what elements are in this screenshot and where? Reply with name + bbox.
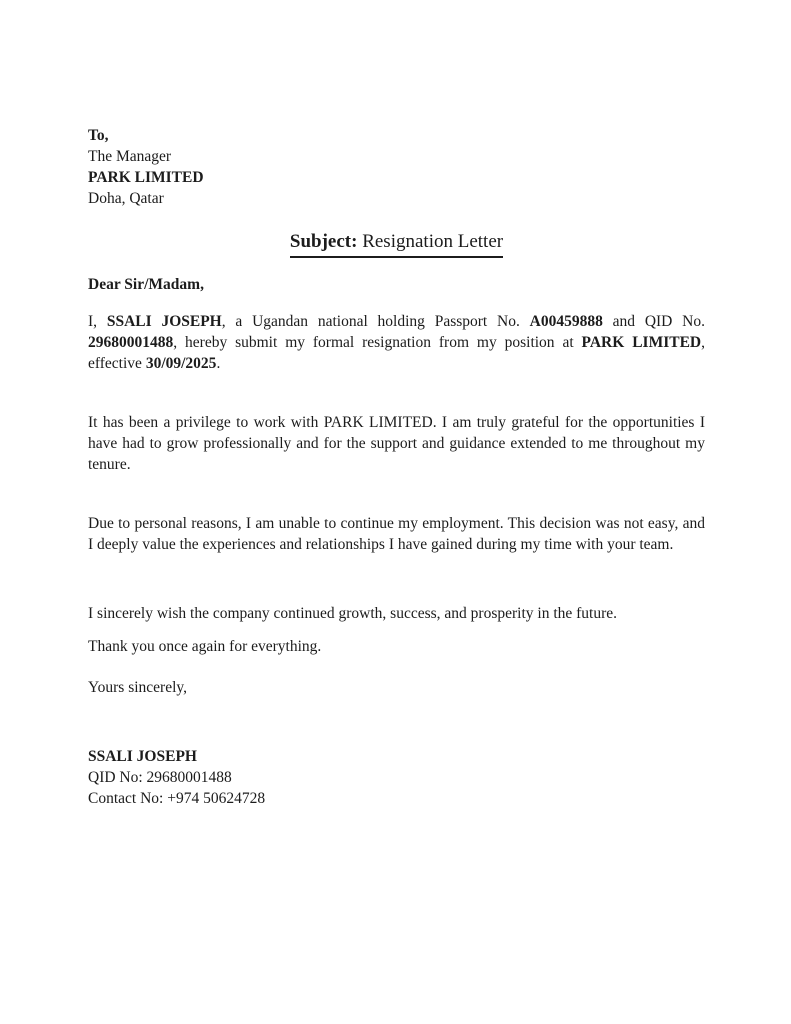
recipient-name: The Manager	[88, 148, 172, 165]
recipient-location: Doha, Qatar	[88, 190, 164, 207]
closing-valediction: Yours sincerely,	[88, 679, 188, 696]
subject-line	[88, 229, 705, 258]
paragraph-gratitude: It has been a privilege to work with PARK LIMITED. I am truly grateful for the opportunities I have had to grow professionally and for the support and guidance extended to me throughout my tenure.	[88, 414, 705, 473]
subject-label: Subject:	[289, 231, 358, 252]
paragraph-well-wishes: I sincerely wish the company continued growth, success, and prosperity in the future.	[88, 605, 618, 622]
recipient-company: PARK LIMITED	[88, 169, 204, 186]
signature-block	[88, 746, 705, 809]
paragraph-reason: Due to personal reasons, I am unable to continue my employment. This decision was not easy, and I deeply value the experiences and relationships I have gained during my time with your team.	[88, 515, 705, 553]
recipient-block	[88, 125, 705, 209]
paragraph-thanks: Thank you once again for everything.	[88, 638, 322, 655]
signature-contact: Contact No: +974 50624728	[88, 790, 266, 807]
subject-title: Resignation Letter	[362, 231, 504, 252]
signature-name: SSALI JOSEPH	[88, 748, 197, 765]
paragraph-resignation-statement: I, SSALI JOSEPH, a Ugandan national holding Passport No. A00459888 and QID No. 29680001488, hereby submit my formal resignation from my position at PARK LIMITED, effective 30/09/2025.	[88, 313, 705, 372]
recipient-to: To,	[88, 127, 109, 144]
salutation: Dear Sir/Madam,	[88, 276, 204, 293]
subject-underline	[290, 229, 503, 258]
signature-qid: QID No: 29680001488	[88, 769, 232, 786]
